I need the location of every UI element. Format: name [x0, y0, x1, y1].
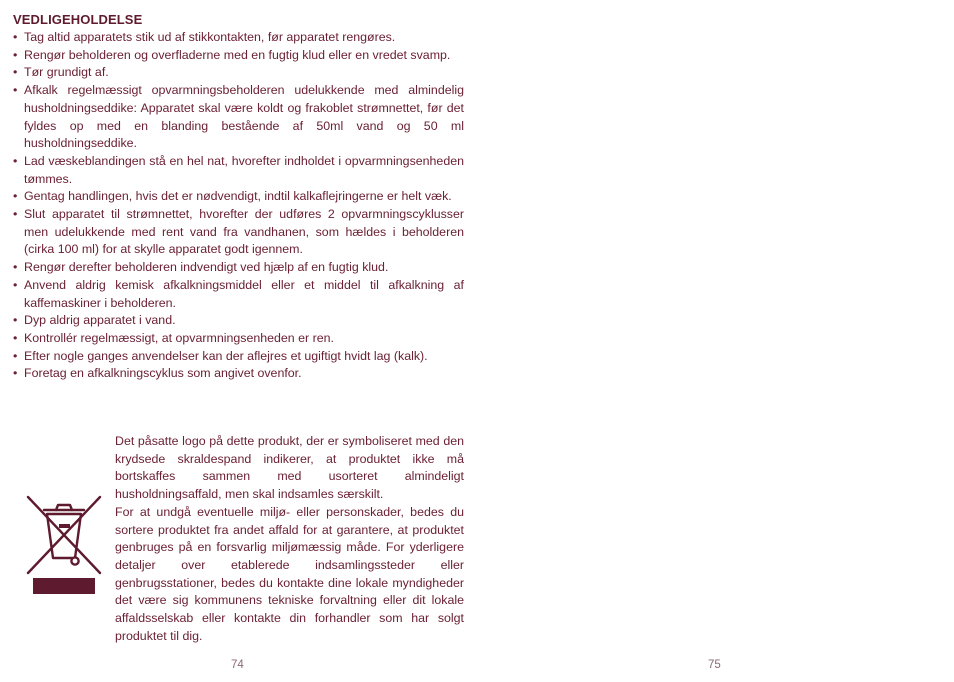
list-item: • Kontrollér regelmæssigt, at opvarmningsenheden er ren. — [13, 330, 464, 348]
list-item: • Anvend aldrig kemisk afkalkningsmiddel eller et middel til afkalkning af kaffemaskiner i beholderen. — [13, 277, 464, 312]
weee-paragraph-1: Det påsatte logo på dette produkt, der er symboliseret med den krydsede skraldespand indikerer, at produktet ikke må bortskaffes sammen med usorteret almindeligt husholdningsaffald, men skal indsamles særskilt. — [115, 434, 464, 502]
list-item: • Afkalk regelmæssigt opvarmningsbeholderen udelukkende med almindelig husholdningseddike: Apparatet skal være koldt og frakoblet strømnettet, før det fyldes op med en blanding bestående af 50ml vand og 50 ml husholdningseddike. — [13, 82, 464, 153]
left-page — [13, 11, 464, 643]
list-item: • Rengør derefter beholderen indvendigt ved hjælp af en fugtig klud. — [13, 259, 464, 277]
weee-solid-bar — [33, 578, 95, 594]
weee-paragraph-2: For at undgå eventuelle miljø- eller personskader, bedes du sortere produktet fra andet affald for at garantere, at produktet genbruges på en forsvarlig miljømæssig måde. For yderligere detaljer over etablerede indsamlingssteder eller genbrugsstationer, bedes du kontakte dine lokale myndigheder det være sig kommunens tekniske forvaltning eller dit lokale affaldsselskab eller kontakte din forhandler som har solgt produktet til dig. — [115, 504, 464, 643]
list-item: • Dyp aldrig apparatet i vand. — [13, 312, 464, 330]
weee-section — [13, 433, 464, 653]
section-heading: VEDLIGEHOLDELSE — [13, 12, 143, 27]
page-number-right: 75 — [708, 659, 721, 671]
crossed-out-wheelie-bin-icon — [26, 495, 102, 575]
weee-text — [115, 433, 464, 645]
list-item: • Efter nogle ganges anvendelser kan der aflejres et ugiftigt hvidt lag (kalk). — [13, 348, 464, 366]
list-item: • Rengør beholderen og overfladerne med en fugtig klud eller en vredet svamp. — [13, 47, 464, 65]
list-item: • Foretag en afkalkningscyklus som angivet ovenfor. — [13, 365, 464, 383]
list-item: • Slut apparatet til strømnettet, hvorefter der udføres 2 opvarmningscyklusser men udelukkende med rent vand fra vandhanen, som hældes i beholderen (cirka 100 ml) for at skylle apparatet godt igennem. — [13, 206, 464, 259]
maintenance-list — [13, 29, 464, 383]
list-item: • Gentag handlingen, hvis det er nødvendigt, indtil kalkaflejringerne er helt væk. — [13, 188, 464, 206]
list-item: • Tag altid apparatets stik ud af stikkontakten, før apparatet rengøres. — [13, 29, 464, 47]
list-item: • Lad væskeblandingen stå en hel nat, hvorefter indholdet i opvarmningsenheden tømmes. — [13, 153, 464, 188]
page-number-left: 74 — [231, 659, 244, 671]
list-item: • Tør grundigt af. — [13, 64, 464, 82]
